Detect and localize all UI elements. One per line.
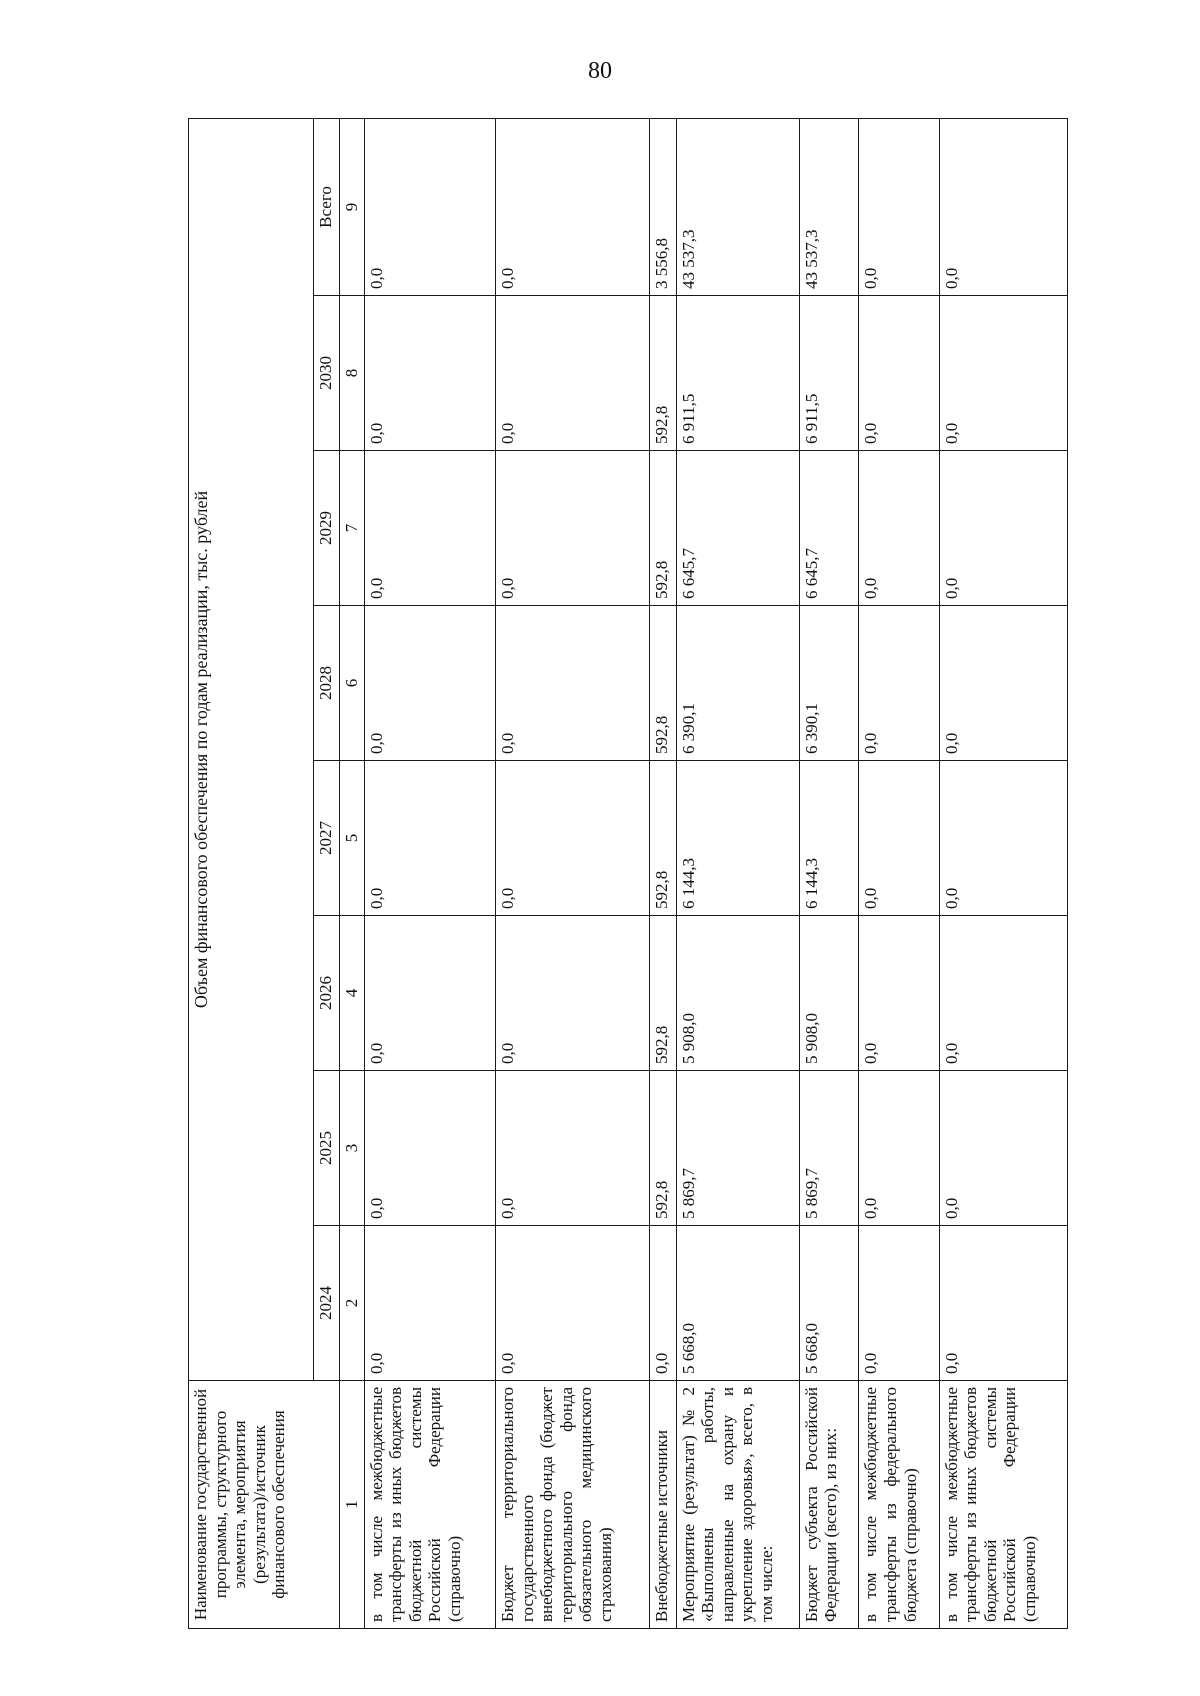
cell-value: 0,0 — [939, 1226, 1067, 1381]
cell-value: 6 144,3 — [676, 761, 799, 916]
row-name: в том числе межбюджетные трансферты из федерального бюджета (справочно) — [859, 1381, 939, 1629]
header-name: Наименование государственной программы, структурного элемента, мероприятия (результата)/источник финансового обеспечения — [189, 1381, 340, 1629]
table-row — [650, 118, 677, 1628]
cell-value: 0,0 — [495, 118, 649, 295]
row-name: в том числе межбюджетные трансферты из иных бюджетов бюджетной системы Российской Федерации (справочно) — [364, 1381, 495, 1629]
table-row — [859, 118, 939, 1628]
cell-value: 592,8 — [650, 451, 677, 606]
year-header: 2026 — [314, 916, 340, 1071]
cell-value: 0,0 — [495, 296, 649, 451]
cell-value: 0,0 — [495, 916, 649, 1071]
year-header: 2027 — [314, 761, 340, 916]
cell-value: 5 668,0 — [676, 1226, 799, 1381]
cell-value: 0,0 — [495, 1226, 649, 1381]
cell-value: 0,0 — [859, 1071, 939, 1226]
column-number-row — [340, 118, 365, 1628]
column-number: 5 — [340, 761, 365, 916]
cell-value: 5 869,7 — [676, 1071, 799, 1226]
year-header: 2025 — [314, 1071, 340, 1226]
cell-value: 6 390,1 — [676, 606, 799, 761]
column-number: 7 — [340, 451, 365, 606]
cell-value: 0,0 — [364, 1226, 495, 1381]
cell-value: 6 645,7 — [676, 451, 799, 606]
cell-value: 0,0 — [364, 916, 495, 1071]
column-number: 1 — [340, 1381, 365, 1629]
header-span: Объем финансового обеспечения по годам реализации, тыс. рублей — [189, 118, 314, 1380]
cell-value: 5 668,0 — [799, 1226, 859, 1381]
cell-value: 6 911,5 — [799, 296, 859, 451]
cell-value: 5 908,0 — [799, 916, 859, 1071]
cell-value: 0,0 — [859, 451, 939, 606]
row-name: Бюджет территориального государственного внебюджетного фонда (бюджет территориального фонда обязательного медицинского страхования) — [495, 1381, 649, 1629]
row-name: Внебюджетные источники — [650, 1381, 677, 1629]
cell-value: 6 144,3 — [799, 761, 859, 916]
year-header: 2024 — [314, 1226, 340, 1381]
column-number: 8 — [340, 296, 365, 451]
column-number: 3 — [340, 1071, 365, 1226]
cell-value: 0,0 — [939, 606, 1067, 761]
cell-value: 43 537,3 — [799, 118, 859, 295]
cell-value: 0,0 — [939, 296, 1067, 451]
cell-value: 0,0 — [364, 118, 495, 295]
cell-value: 592,8 — [650, 761, 677, 916]
row-name: Мероприятие (результат) № 2 «Выполнены работы, направленные на охрану и укрепление здоровья», всего, в том числе: — [676, 1381, 799, 1629]
rotated-table-container — [188, 119, 1068, 1629]
row-name: в том числе межбюджетные трансферты из иных бюджетов бюджетной системы Российской Федерации (справочно) — [939, 1381, 1067, 1629]
year-header: 2028 — [314, 606, 340, 761]
cell-value: 0,0 — [364, 761, 495, 916]
row-name: Бюджет субъекта Российской Федерации (всего), из них: — [799, 1381, 859, 1629]
cell-value: 0,0 — [650, 1226, 677, 1381]
cell-value: 0,0 — [939, 761, 1067, 916]
column-number: 4 — [340, 916, 365, 1071]
cell-value: 0,0 — [859, 606, 939, 761]
cell-value: 592,8 — [650, 296, 677, 451]
year-header: 2030 — [314, 296, 340, 451]
column-number: 6 — [340, 606, 365, 761]
cell-value: 0,0 — [939, 1071, 1067, 1226]
cell-value: 0,0 — [364, 451, 495, 606]
cell-value: 5 869,7 — [799, 1071, 859, 1226]
column-number: 9 — [340, 118, 365, 295]
cell-value: 592,8 — [650, 1071, 677, 1226]
year-header: 2029 — [314, 451, 340, 606]
page-number: 80 — [588, 58, 612, 84]
column-number: 2 — [340, 1226, 365, 1381]
table-row — [939, 118, 1067, 1628]
table-row — [364, 118, 495, 1628]
cell-value: 0,0 — [364, 606, 495, 761]
cell-value: 0,0 — [939, 118, 1067, 295]
table-row — [676, 118, 799, 1628]
cell-value: 6 390,1 — [799, 606, 859, 761]
cell-value: 0,0 — [364, 1071, 495, 1226]
cell-value: 0,0 — [859, 761, 939, 916]
cell-value: 0,0 — [495, 761, 649, 916]
cell-value: 0,0 — [364, 296, 495, 451]
cell-value: 6 645,7 — [799, 451, 859, 606]
cell-value: 0,0 — [859, 1226, 939, 1381]
cell-value: 0,0 — [495, 1071, 649, 1226]
cell-value: 43 537,3 — [676, 118, 799, 295]
cell-value: 0,0 — [495, 451, 649, 606]
cell-value: 0,0 — [859, 916, 939, 1071]
cell-value: 592,8 — [650, 606, 677, 761]
cell-value: 0,0 — [939, 451, 1067, 606]
financing-table — [188, 118, 1068, 1629]
cell-value: 0,0 — [939, 916, 1067, 1071]
table-row — [495, 118, 649, 1628]
cell-value: 5 908,0 — [676, 916, 799, 1071]
header-row-top — [189, 118, 314, 1628]
total-header: Всего — [314, 118, 340, 295]
cell-value: 0,0 — [859, 118, 939, 295]
cell-value: 592,8 — [650, 916, 677, 1071]
table-row — [799, 118, 859, 1628]
cell-value: 3 556,8 — [650, 118, 677, 295]
cell-value: 6 911,5 — [676, 296, 799, 451]
cell-value: 0,0 — [859, 296, 939, 451]
cell-value: 0,0 — [495, 606, 649, 761]
